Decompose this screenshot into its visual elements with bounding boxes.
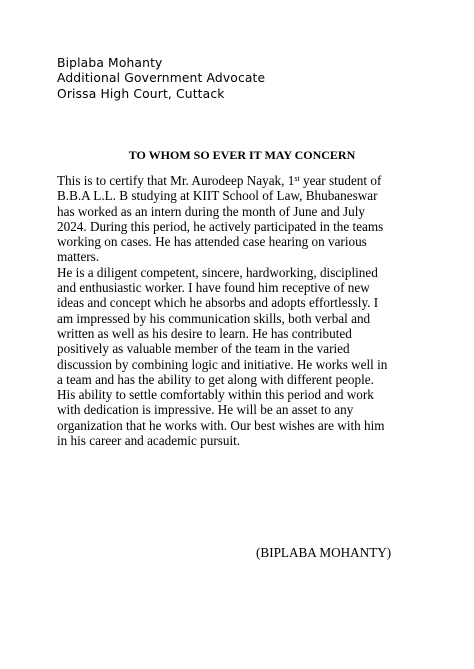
body-line: working on cases. He has attended case hearing on various [57, 234, 367, 250]
body-line: with dedication is impressive. He will be an asset to any [57, 402, 354, 418]
body-line: am impressed by his communication skills, both verbal and [57, 310, 371, 326]
body-line: ideas and concept which he absorbs and adopts effortlessly. I [57, 295, 379, 311]
letterhead [57, 56, 265, 102]
sender-court: Orissa High Court, Cuttack [57, 86, 225, 101]
body-line: His ability to settle comfortably within this period and work [57, 387, 374, 403]
body-line: in his career and academic pursuit. [57, 433, 241, 449]
signature-block: (BIPLABA MOHANTY) [256, 545, 392, 560]
body-line: He is a diligent competent, sincere, hardworking, disciplined [57, 264, 378, 280]
body-line: organization that he works with. Our best wishes are with him [57, 417, 385, 433]
body-line [57, 173, 429, 188]
body-line: has worked as an intern during the month of June and July [57, 203, 366, 219]
body-line: matters. [57, 249, 100, 265]
body-line: written as well as his desire to learn. He has contributed [57, 325, 352, 341]
body-line: discussion by combining logic and initiative. He works well in [57, 356, 388, 372]
certificate-body [57, 173, 429, 448]
body-line: B.B.A L.L. B studying at KIIT School of Law, Bhubaneswar [57, 188, 378, 204]
body-text-segment: This is to certify that Mr. Aurodeep Nayak, 1 [57, 173, 295, 188]
body-line: a team and has the ability to get along with different people. [57, 371, 374, 387]
subject-text: TO WHOM SO EVER IT MAY CONCERN [128, 148, 356, 162]
body-line: positively as valuable member of the team in the varied [57, 341, 350, 357]
sender-name: Biplaba Mohanty [57, 56, 163, 70]
body-line: and enthusiastic worker. I have found him receptive of new [57, 280, 370, 296]
subject-heading [0, 148, 474, 162]
sender-designation: Additional Government Advocate [57, 71, 266, 86]
ordinal-suffix: st [294, 174, 300, 183]
body-text-segment: year student of [299, 173, 382, 188]
body-line: 2024. During this period, he actively participated in the teams [57, 218, 384, 234]
